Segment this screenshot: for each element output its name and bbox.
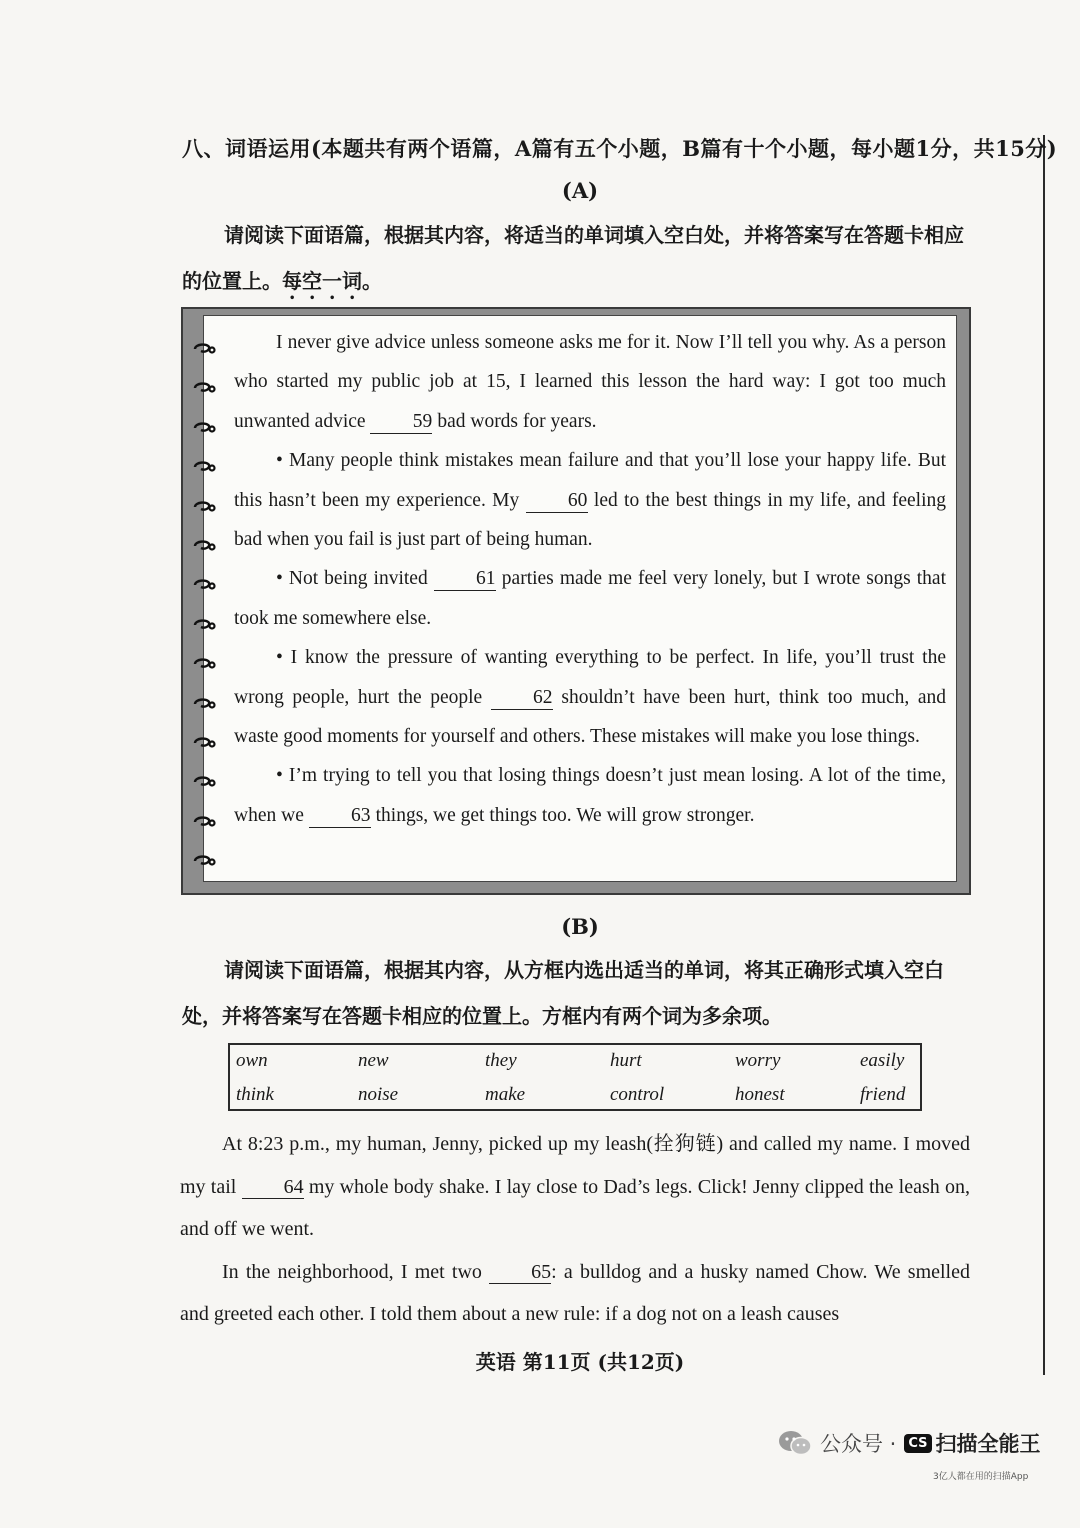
word-bank-item: own bbox=[236, 1050, 268, 1071]
passage-a bbox=[234, 323, 946, 835]
answer-blank-60[interactable]: 60 bbox=[526, 490, 588, 513]
spiral-ring-icon bbox=[193, 775, 219, 789]
wechat-icon bbox=[778, 1430, 812, 1456]
spiral-ring-icon bbox=[193, 342, 219, 356]
spiral-ring-icon bbox=[193, 697, 219, 711]
word-bank-item: control bbox=[610, 1084, 665, 1105]
word-bank-item: worry bbox=[735, 1050, 781, 1071]
word-bank-item: honest bbox=[735, 1084, 785, 1105]
spiral-ring-icon bbox=[193, 815, 219, 829]
answer-blank-64[interactable]: 64 bbox=[242, 1176, 304, 1199]
spiral-ring-icon bbox=[193, 736, 219, 750]
page-margin-rule bbox=[1043, 135, 1045, 1375]
word-bank bbox=[228, 1043, 922, 1111]
word-bank-item: noise bbox=[358, 1084, 399, 1105]
page-footer: 英语 第11页 (共12页) bbox=[475, 1350, 685, 1374]
watermark-tagline: 3亿人都在用的扫描App bbox=[933, 1472, 1029, 1482]
spiral-ring-icon bbox=[193, 500, 219, 514]
spiral-ring-icon bbox=[193, 381, 219, 395]
cs-logo-icon: CS bbox=[904, 1434, 931, 1453]
word-bank-item: make bbox=[485, 1084, 526, 1105]
spiral-ring-icon bbox=[193, 460, 219, 474]
passage-paragraph: In the neighborhood, I met two 65: a bulldog and a husky named Chow. We smelled and greeted each other. I told them about a new rule: if a dog not on a leash causes bbox=[180, 1260, 970, 1325]
spiral-ring-icon bbox=[193, 657, 219, 671]
part-b-instruction-line2: 处，并将答案写在答题卡相应的位置上。方框内有两个词为多余项。 bbox=[182, 1004, 782, 1028]
passage-paragraph: • I know the pressure of wanting everything to be perfect. In life, you’ll trust the wrong people, hurt the people 62 shouldn’t have been hurt, think too much, and waste good moments for yourself and others. These mistakes will make you lose things. bbox=[234, 647, 947, 748]
passage-b bbox=[180, 1123, 970, 1336]
part-b-instruction-line1: 请阅读下面语篇，根据其内容，从方框内选出适当的单词，将其正确形式填入空白 bbox=[224, 958, 944, 982]
answer-blank-65[interactable]: 65 bbox=[489, 1261, 551, 1284]
emphasis-text: 每空一词 bbox=[282, 269, 362, 293]
part-b-label: (B) bbox=[561, 914, 599, 939]
word-bank-item: they bbox=[485, 1050, 517, 1071]
spiral-ring-icon bbox=[193, 539, 219, 553]
spiral-ring-icon bbox=[193, 578, 219, 592]
word-bank-item: hurt bbox=[610, 1050, 642, 1071]
part-a-instruction-line1: 请阅读下面语篇，根据其内容，将适当的单词填入空白处，并将答案写在答题卡相应 bbox=[224, 223, 964, 247]
spiral-ring-icon bbox=[193, 854, 219, 868]
answer-blank-63[interactable]: 63 bbox=[309, 805, 371, 828]
answer-blank-62[interactable]: 62 bbox=[491, 687, 553, 710]
word-bank-item: friend bbox=[860, 1084, 906, 1105]
part-b-instruction bbox=[182, 947, 972, 1039]
spiral-ring-icon bbox=[193, 421, 219, 435]
part-a-label: (A) bbox=[561, 178, 599, 203]
passage-paragraph: • I’m trying to tell you that losing things doesn’t just mean losing. A lot of the time, when we 63 things, we get things too. We will grow stronger. bbox=[234, 765, 946, 826]
scanner-brand: CS 扫描全能王 bbox=[904, 1428, 1040, 1458]
word-bank-item: think bbox=[236, 1084, 274, 1105]
word-bank-item: easily bbox=[860, 1050, 905, 1071]
passage-paragraph: I never give advice unless someone asks me for it. Now I’ll tell you why. As a person who started my public job at 15, I learned this lesson the hard way: I got too much unwanted advice 59 bad words for years. bbox=[234, 332, 946, 432]
passage-paragraph: At 8:23 p.m., my human, Jenny, picked up my leash(拴狗链) and called my name. I moved my tail 64 my whole body shake. I lay close to Dad’s legs. Click! Jenny clipped the leash on, and off we went. bbox=[180, 1133, 970, 1240]
passage-paragraph: • Many people think mistakes mean failure and that you’ll lose your happy life. But this hasn’t been my experience. My 60 led to the best things in my life, and feeling bad when you fail is just part of being human. bbox=[234, 450, 946, 551]
passage-paragraph: • Not being invited 61 parties made me feel very lonely, but I wrote songs that took me somewhere else. bbox=[234, 568, 946, 629]
watermark bbox=[778, 1428, 1041, 1458]
word-bank-item: new bbox=[358, 1050, 389, 1071]
section-title: 八、词语运用(本题共有两个语篇，A篇有五个小题，B篇有十个小题，每小题1分，共15分) bbox=[182, 136, 1058, 161]
watermark-account: 公众号 · bbox=[820, 1432, 897, 1456]
answer-blank-61[interactable]: 61 bbox=[434, 568, 496, 591]
answer-blank-59[interactable]: 59 bbox=[370, 411, 432, 434]
part-a-instruction bbox=[182, 212, 972, 304]
part-a-instruction-line2: 的位置上。每空一词。 bbox=[182, 269, 382, 293]
spiral-ring-icon bbox=[193, 618, 219, 632]
